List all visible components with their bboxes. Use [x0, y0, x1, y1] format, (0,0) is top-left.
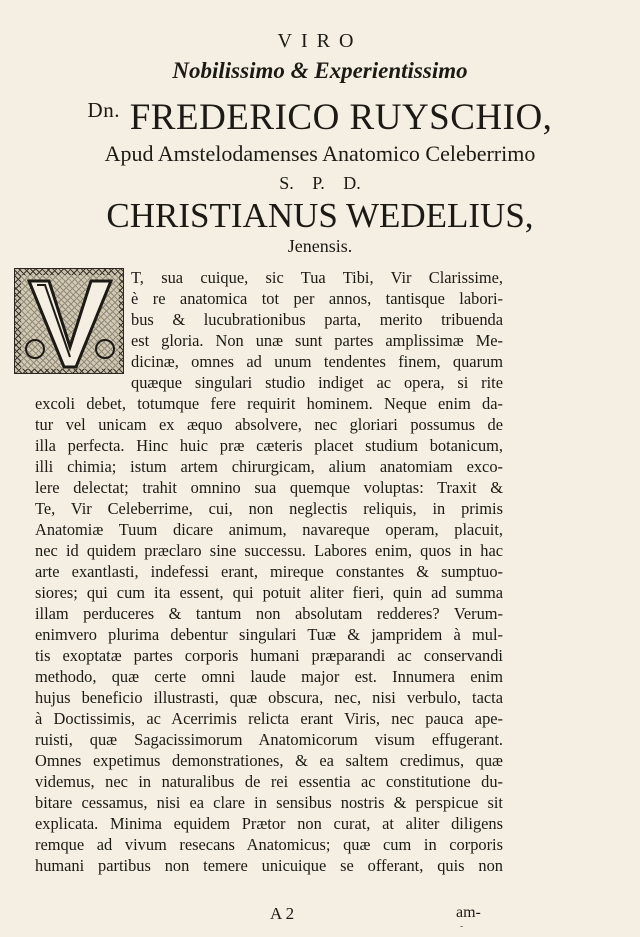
text-line: humani partibus non temere unicuique se offerant, quis non [35, 856, 503, 875]
page-mark: - [460, 921, 464, 932]
text-line: nec id quidem præclaro sine successu. Labores enim, quos in hac [35, 541, 503, 560]
dedicatee-name [0, 96, 640, 139]
text-line: videmus, nec in naturalibus de rei essentia ac constitutione du- [35, 772, 503, 791]
text-line: siores; qui cum ita essent, qui potuit aliter fieri, quin ad summa [35, 583, 503, 602]
text-line: enimvero plurima debentur singulari Tuæ & jampridem à mul- [35, 625, 503, 644]
text-line: Anatomiæ Tuum dicare animum, navareque operam, placuit, [35, 520, 503, 539]
text-line: quæque singulari studio indiget ac opera, si rite [131, 373, 503, 392]
dedication-viro: VIRO [277, 30, 363, 52]
dedicatee-surname: FREDERICO RUYSCHIO, [129, 97, 553, 138]
text-line: bus & lucubrationibus parta, merito tribuenda [131, 310, 503, 329]
text-line: explicata. Minima equidem Prætor non curat, at aliter diligens [35, 814, 503, 833]
text-line: Omnes expetimus demonstrationes, & ea saltem credimus, quæ [35, 751, 503, 770]
text-line: è re anatomica tot per annos, tantisque labori- [131, 289, 503, 308]
author-origin: Jenensis. [287, 236, 353, 256]
text-line: ruisti, quæ Sagacissimorum Anatomicorum visum effugerant. [35, 730, 503, 749]
catchword: am- [456, 904, 481, 921]
text-line: T, sua cuique, sic Tua Tibi, Vir Clarissime, [131, 268, 503, 287]
text-line: tis exoptatæ partes corporis humani præparandi ac conservandi [35, 646, 503, 665]
text-line: dicinæ, omnes ad unum tendentes finem, quarum [131, 352, 503, 371]
initial-v-icon [15, 269, 125, 375]
signature-mark: A 2 [270, 904, 295, 923]
text-line: lere delectat; trahit omnino sua quemque voluptas: Traxit & [35, 478, 503, 497]
text-line: illam perduceres & tantum non absolutam redderes? Verum- [35, 604, 503, 623]
author-name: CHRISTIANUS WEDELIUS, [106, 196, 534, 235]
text-line: est gloria. Non unæ sunt partes amplissimæ Me- [131, 331, 503, 350]
text-line: excoli debet, totumque fere requirit hominem. Neque enim da- [35, 394, 503, 413]
dedication-epithet: Nobilissimo & Experientissimo [172, 58, 468, 83]
text-line: Te, Vir Celeberrime, cui, non neglectis reliquis, in primis [35, 499, 503, 518]
text-line: bitare cessamus, nisi ea clare in sensibus nostris & perspicue sit [35, 793, 503, 812]
text-line: illi chimia; istum artem chirurgicam, alium anatomiam exco- [35, 457, 503, 476]
text-line: tur vel unicam ex æquo absolvere, nec gloriari possumus de [35, 415, 503, 434]
text-line: remque ad vivum resecans Anatomicus; quæ cum in corporis [35, 835, 503, 854]
text-line: à Doctissimis, ac Acerrimis relicta erant Viris, nec pauca ape- [35, 709, 503, 728]
dedicatee-title: Dn. [87, 98, 120, 122]
salutation: S. P. D. [279, 173, 361, 193]
text-line: arte exantlasti, indefessi erant, mireque constantes & sumptuo- [35, 562, 503, 581]
text-line: hujus beneficio illustrasti, quæ obscura, nec, nisi verbulo, tacta [35, 688, 503, 707]
text-line: methodo, quæ certe omni laude major est. Innumera enim [35, 667, 503, 686]
dedicatee-description: Apud Amstelodamenses Anatomico Celeberrimo [104, 141, 536, 166]
decorated-initial [14, 268, 124, 374]
text-line: illa perfecta. Hinc huic præ cæteris placet studium botanicum, [35, 436, 503, 455]
